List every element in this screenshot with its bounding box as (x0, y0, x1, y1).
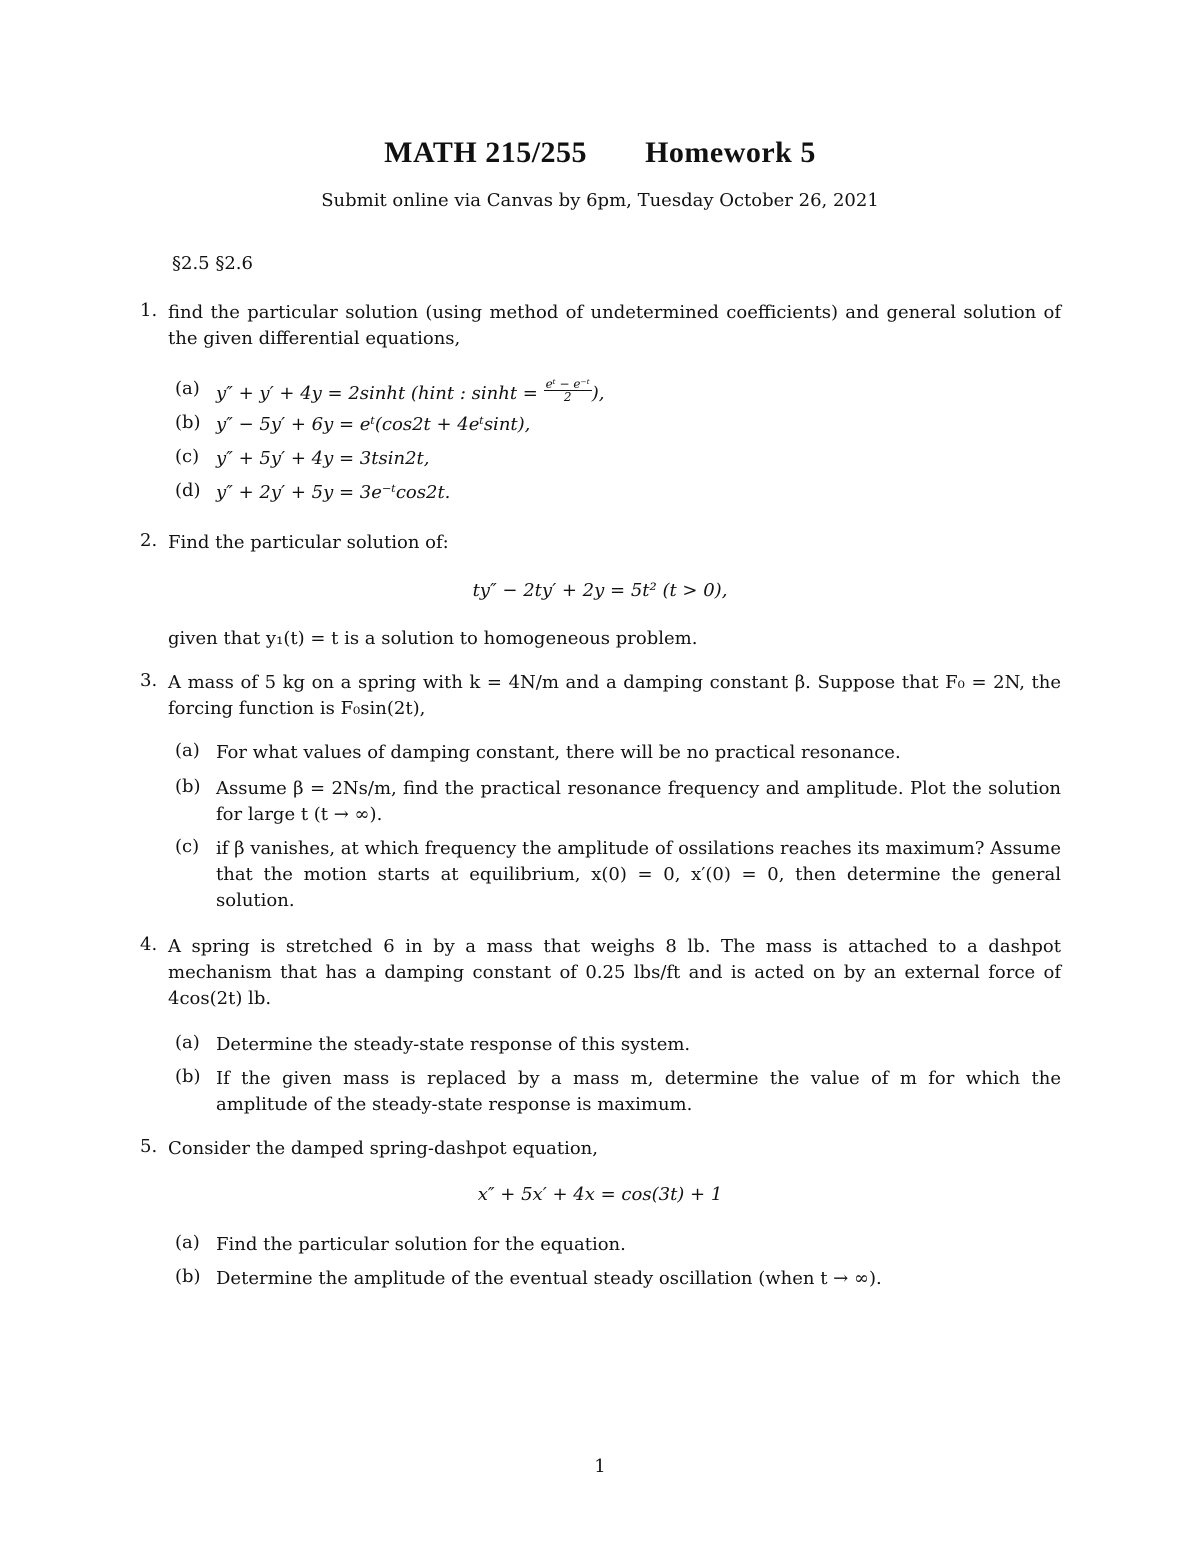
fraction: $\frac{\text{eᵗ − e⁻ᵗ}}{2}$ (545, 377, 590, 404)
page-number: 1 (594, 1456, 606, 1477)
problem-3a-text: For what values of damping constant, there will be no practical resonance. (216, 742, 901, 763)
problem-3a-label: (a) (175, 740, 200, 761)
problem-1d-label: (d) (175, 480, 201, 501)
section-references: §2.5 §2.6 (172, 253, 253, 274)
problem-5-equation: x″ + 5x′ + 4x = cos(3t) + 1 (477, 1184, 723, 1205)
problem-5-number: 5. (140, 1136, 158, 1157)
problem-4-number: 4. (140, 934, 158, 955)
problem-5-text: Consider the damped spring-dashpot equation, (168, 1138, 598, 1159)
problem-1b-label: (b) (175, 412, 201, 433)
problem-5a-text: Find the particular solution for the equation. (216, 1234, 626, 1255)
problem-5b-text: Determine the amplitude of the eventual steady oscillation (when t → ∞). (216, 1268, 882, 1289)
problem-1a-text: y″ + y′ + 4y = 2sinht (hint : sinht = $\frac{\text{eᵗ − e⁻ᵗ}}{2}$ ), (216, 377, 605, 404)
problem-2-equation: ty″ − 2ty′ + 2y = 5t² (t > 0), (472, 580, 728, 601)
problem-1-number: 1. (140, 300, 158, 321)
page-title (0, 136, 1200, 170)
problem-2-given: given that y₁(t) = t is a solution to homogeneous problem. (168, 628, 698, 649)
assignment-name: Homework 5 (645, 136, 816, 169)
problem-3-text: A mass of 5 kg on a spring with k = 4N/m and a damping constant β. Suppose that F₀ = 2N, the forcing function is F₀sin(2t), (168, 672, 1061, 719)
submission-info: Submit online via Canvas by 6pm, Tuesday October 26, 2021 (321, 190, 879, 211)
problem-3c-text: if β vanishes, at which frequency the amplitude of ossilations reaches its maximum? Assume that the motion starts at equilibrium, x(0) = 0, x′(0) = 0, then determine the general solution. (216, 838, 1061, 911)
problem-1c-text: y″ + 5y′ + 4y = 3tsin2t, (216, 448, 430, 469)
problem-1a-label: (a) (175, 378, 200, 399)
problem-3b-text: Assume β = 2Ns/m, find the practical resonance frequency and amplitude. Plot the solution for large t (t → ∞). (216, 778, 1061, 825)
course-code: MATH 215/255 (384, 136, 588, 169)
problem-4a-label: (a) (175, 1032, 200, 1053)
problem-5a-label: (a) (175, 1232, 200, 1253)
problem-1c-label: (c) (175, 446, 200, 467)
problem-4b-label: (b) (175, 1066, 201, 1087)
problem-4b-text: If the given mass is replaced by a mass m, determine the value of m for which the amplitude of the steady-state response is maximum. (216, 1068, 1061, 1115)
problem-3-number: 3. (140, 670, 158, 691)
problem-3b-label: (b) (175, 776, 201, 797)
problem-1d-text: y″ + 2y′ + 5y = 3e⁻ᵗcos2t. (216, 482, 451, 503)
problem-4a-text: Determine the steady-state response of this system. (216, 1034, 691, 1055)
problem-1b-text: y″ − 5y′ + 6y = eᵗ(cos2t + 4eᵗsint), (216, 414, 531, 435)
problem-2-text: Find the particular solution of: (168, 532, 449, 553)
problem-4-text: A spring is stretched 6 in by a mass that weighs 8 lb. The mass is attached to a dashpot mechanism that has a damping constant of 0.25 lbs/ft and is acted on by an external force of 4cos(2t) lb. (168, 936, 1061, 1009)
problem-5b-label: (b) (175, 1266, 201, 1287)
problem-3c-label: (c) (175, 836, 200, 857)
problem-1-text: find the particular solution (using method of undetermined coefficients) and general solution of the given differential equations, (168, 302, 1061, 349)
problem-2-number: 2. (140, 530, 158, 551)
